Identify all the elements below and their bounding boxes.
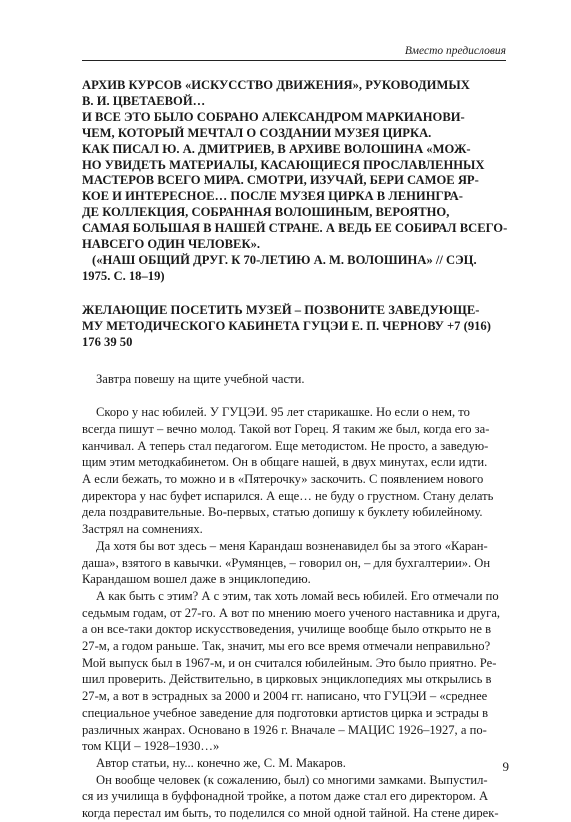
bold-line: САМАЯ БОЛЬШАЯ В НАШЕЙ СТРАНЕ. А ВЕДЬ ЕЕ СОБИРАЛ ВСЕГО- [82,221,508,236]
paragraph-gap [82,387,508,404]
text-line: Он вообще человек (к сожалению, был) со многими замками. Выпустил- [96,772,488,787]
text-line: Да хотя бы вот здесь – меня Карандаш возненавидел бы за этого «Каран- [96,538,488,553]
text-line: Застрял на сомнениях. [82,522,203,537]
text-line: Завтра повешу на щите учебной части. [96,371,305,386]
bold-line: И ВСЕ ЭТО БЫЛО СОБРАНО АЛЕКСАНДРОМ МАРКИАНОВИ- [82,109,465,124]
bold-line: КОЕ И ИНТЕРЕСНОЕ… ПОСЛЕ МУЗЕЯ ЦИРКА В ЛЕНИНГРА- [82,189,463,204]
running-head-title: Вместо предисловия [404,45,506,57]
bold-paragraph [82,78,508,285]
text-line: Мой выпуск был в 1967-м, и он считался юбилейным. Это было приятно. Ре- [82,655,497,670]
body-paragraph [82,772,508,822]
page-number: 9 [502,759,509,774]
paragraph-gap [82,285,508,303]
bold-line: МУ МЕТОДИЧЕСКОГО КАБИНЕТА ГУЦЭИ Е. П. ЧЕРНОВУ +7 (916) [82,318,491,333]
body-paragraph [82,371,508,388]
bold-line: ЧЕМ, КОТОРЫЙ МЕЧТАЛ О СОЗДАНИИ МУЗЕЯ ЦИРКА. [82,125,432,140]
text-line: седьмым годам, от 27-го. А вот по мнению моего ученого наставника и друга, [82,605,501,620]
text-line: дела поздравительные. Во-первых, статью допишу к буклету юбилейному. [82,505,483,520]
section-gap [82,351,508,371]
bold-line: МАСТЕРОВ ВСЕГО МИРА. СМОТРИ, ИЗУЧАЙ, БЕРИ САМОЕ ЯР- [82,173,479,188]
bold-line: АРХИВ КУРСОВ «ИСКУССТВО ДВИЖЕНИЯ», РУКОВОДИМЫХ [82,78,470,92]
text-line: А как быть с этим? А с этим, так хоть ломай весь юбилей. Его отмечали по [96,588,499,603]
text-line: Карандашом вошел даже в энциклопедию. [82,572,311,587]
text-line: том КЦИ – 1928–1930…» [82,739,220,754]
text-line: шил проверить. Действительно, в цирковых энциклопедиях мы открылись в [82,672,492,687]
text-line: щим этим методкабинетом. Он в общаге нашей, в двух минутах, если идти. [82,455,488,470]
text-line: а он все-таки доктор искусствоведения, училище вообще было открыто не в [82,622,492,637]
text-line: всегда пишут – вечно молод. Такой вот Горец. Я таким же был, когда его за- [82,421,490,436]
bold-line: НАВСЕГО ОДИН ЧЕЛОВЕК». [82,237,261,252]
text-line: даша», взятого в кавычки. «Румянцев, – говорил он, – для бухгалтерии». Он [82,555,491,570]
body-paragraph [82,404,508,538]
bold-section [82,78,508,371]
text-line: когда перестал им быть, то поделился со мной одной тайной. На стене дирек- [82,806,499,821]
text-line: А если бежать, то можно и в «Пятерочку» заскочить. С появлением нового [82,472,484,487]
bold-line: («НАШ ОБЩИЙ ДРУГ. К 70-ЛЕТИЮ А. М. ВОЛОШИНА» // СЭЦ. [92,252,477,267]
bold-line: НО УВИДЕТЬ МАТЕРИАЛЫ, КАСАЮЩИЕСЯ ПРОСЛАВЛЕННЫХ [82,157,485,172]
bold-line: 176 39 50 [82,334,133,349]
text-line: директора у нас буфет испарился. А еще… не буду о грустном. Стану делать [82,488,494,503]
text-line: специальное учебное заведение для подготовки артистов цирка и эстрады в [82,705,489,720]
text-line: Автор статьи, ну... конечно же, С. М. Макаров. [96,755,346,770]
text-line: 27-м, а годом раньше. Так, значит, мы его все время отмечали неправильно? [82,639,491,654]
bold-paragraph [82,303,508,351]
body-section [82,371,508,822]
body-paragraph [82,588,508,755]
text-line: различных жанрах. Основано в 1926 г. Вначале – МАЦИС 1926–1927, а по- [82,722,487,737]
text-line: канчивал. А теперь стал педагогом. Еще методистом. Не просто, а заведую- [82,438,489,453]
bold-line: 1975. С. 18–19) [82,268,165,283]
page-content [82,78,508,822]
body-paragraph [82,755,508,772]
bold-line: ДЕ КОЛЛЕКЦИЯ, СОБРАННАЯ ВОЛОШИНЫМ, ВЕРОЯТНО, [82,205,450,220]
bold-line: В. И. ЦВЕТАЕВОЙ… [82,93,206,108]
text-line: 27-м, а вот в эстрадных за 2000 и 2004 гг. написано, что ГУЦЭИ – «среднее [82,689,488,704]
running-head [82,46,506,61]
bold-line: КАК ПИСАЛ Ю. А. ДМИТРИЕВ, В АРХИВЕ ВОЛОШИНА «МОЖ- [82,141,471,156]
body-paragraph [82,538,508,588]
bold-line: ЖЕЛАЮЩИЕ ПОСЕТИТЬ МУЗЕЙ – ПОЗВОНИТЕ ЗАВЕДУЮЩЕ- [82,302,480,317]
text-line: Скоро у нас юбилей. У ГУЦЭИ. 95 лет старикашке. Но если о нем, то [96,405,470,420]
text-line: ся из училища в буффонадной тройке, а потом даже стал его директором. А [82,789,489,804]
